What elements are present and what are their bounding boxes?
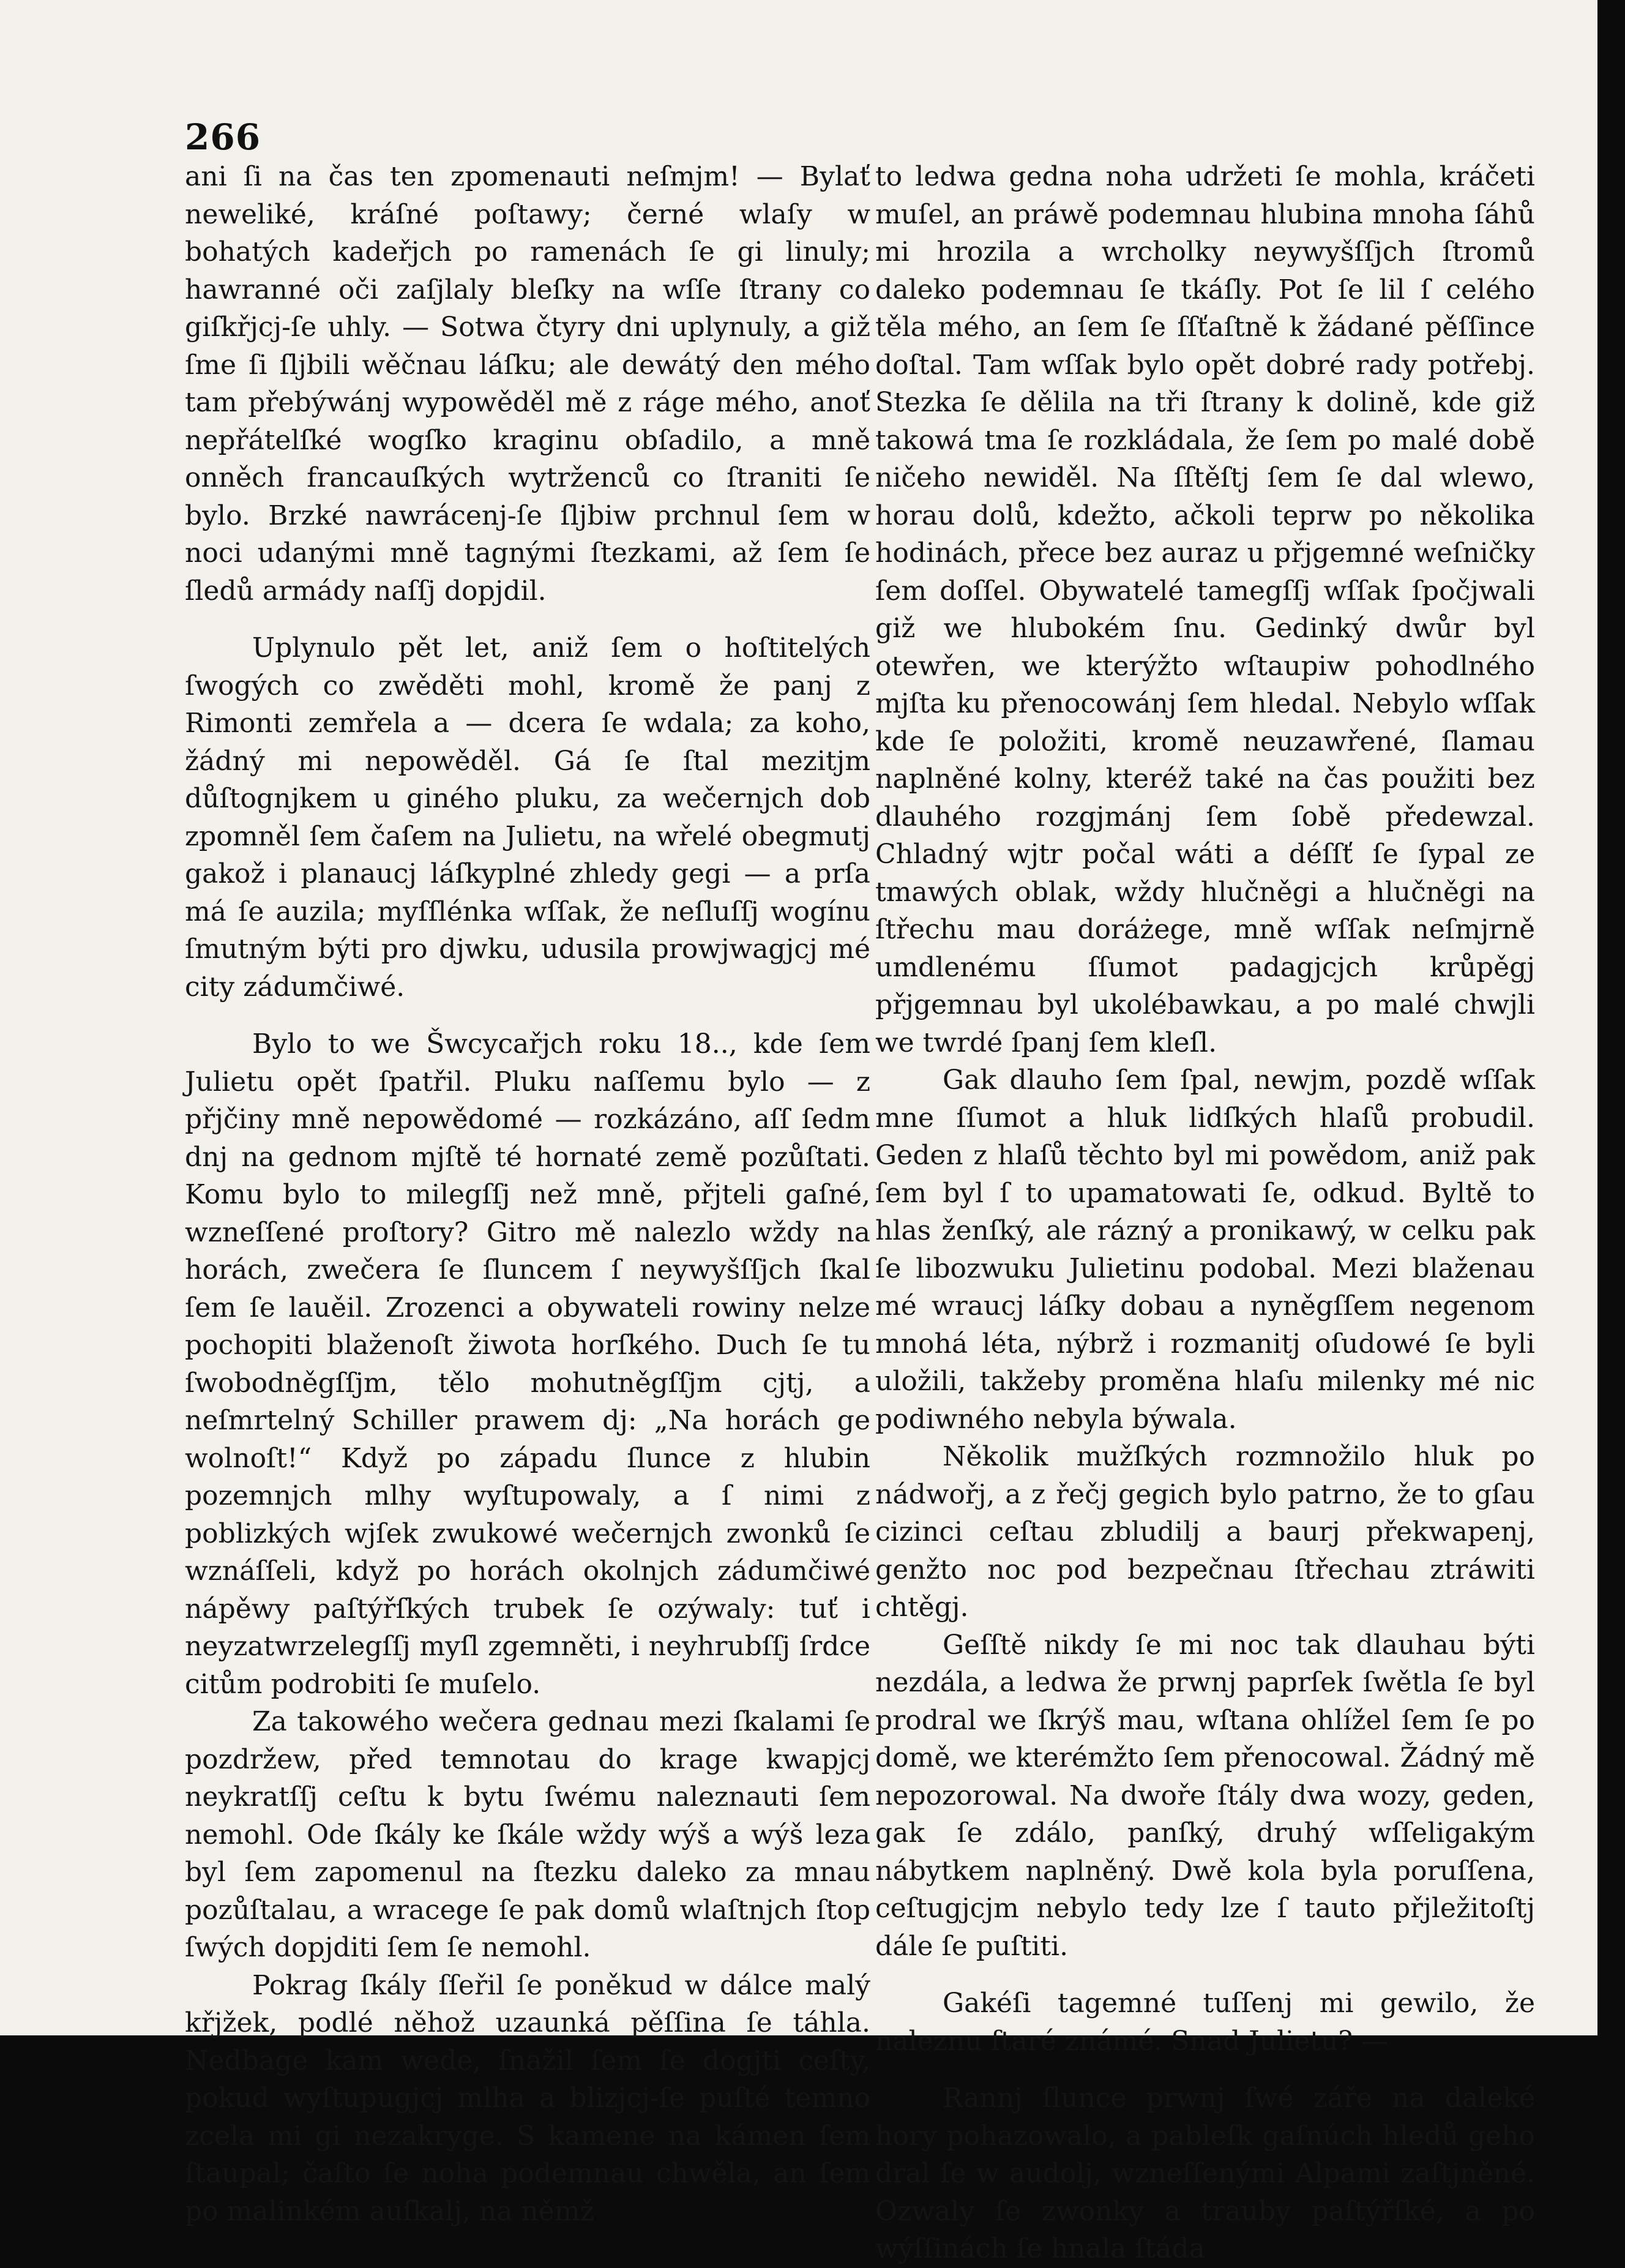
paragraph: Pokrag ſkály ſſeřil ſe poněkud w dálce malý křjžek, podlé něhož uzaunká pěſſina ſe táhla. Nedbage kam wede, ſnažil ſem ſe dogjti ceſty, pokud wyſtupugjcj mlha a blizjcj-ſe puſté temno zcela mi gi nezakryge. S kamene na kámen ſem ſtaupal; čaſto ſe noha podemnau chwěla, an ſem po malinkém auſkalj, na němž <box>185 1969 870 2227</box>
left-column <box>185 158 870 2230</box>
paragraph: to ledwa gedna noha udržeti ſe mohla, kráčeti muſel, an práwě podemnau hlubina mnoha ſáhů mi hrozila a wrcholky neywyšſſjch ſtromů daleko podemnau ſe tkáſly. Pot ſe lil ſ celého těla mého, an ſem ſe ſſťaſtně k žádané pěſſince doſtal. Tam wſſak bylo opět dobré rady potřebj. Stezka ſe dělila na tři ſtrany k dolině, kde giž takowá tma ſe rozkládala, že ſem po malé době ničeho newiděl. Na ſſtěſtj ſem ſe dal wlewo, horau dolů, kdežto, ačkoli teprw po několika hodinách, přece bez auraz u přjgemné weſničky ſem doſſel. Obywatelé tamegſſj wſſak ſpočjwali giž we hlubokém ſnu. Gedinký dwůr byl otewřen, we kterýžto wſtaupiw pohodlného mjſta ku přenocowánj ſem hledal. Nebylo wſſak kde ſe položiti, kromě neuzawřené, ſlamau naplněné kolny, kteréž také na čas použiti bez dlauhého rozgjmánj ſem ſobě předewzal. Chladný wjtr počal wáti a déſſť ſe ſypal ze tmawých oblak, wždy hlučněgi a hlučněgi na ſtřechu mau doráżege, mně wſſak neſmjrně umdlenému ſſumot padagjcjch krůpěgj přjgemnau byl ukolébawkau, a po malé chwjli we twrdé ſpanj ſem kleſl. <box>875 161 1535 1058</box>
right-column <box>875 158 1535 2268</box>
scan-edge <box>1597 0 1625 2035</box>
paragraph: Gakéſi tagemné tuſſenj mi gewilo, že naleznu ſtaré známé. Snad Julietu? — <box>875 1988 1535 2057</box>
paragraph: ani ſi na čas ten zpomenauti neſmjm! — Bylať neweliké, kráſné poſtawy; černé wlaſy w bohatých kadeřjch po ramenách ſe gi linuly; hawranné oči zaſjlaly bleſky na wſſe ſtrany co giſkřjcj-ſe uhly. — Sotwa čtyry dni uplynuly, a giž ſme ſi ſljbili wěčnau láſku; ale dewátý den mého tam přebýwánj wypowěděl mě z ráge mého, anoť nepřátelſké wogſko kraginu obſadilo, a mně onněch francauſkých wytrženců co ſtraniti ſe bylo. Brzké nawrácenj-ſe ſljbiw prchnul ſem w noci udanými mně tagnými ſtezkami, až ſem ſe ſledů armády naſſj dopjdil. <box>185 161 870 607</box>
paragraph: Za takowého wečera gednau mezi ſkalami ſe pozdržew, před temnotau do krage kwapjcj neykratſſj ceſtu k bytu ſwému naleznauti ſem nemohl. Ode ſkály ke ſkále wždy wýš a wýš leza byl ſem zapomenul na ſtezku daleko za mnau pozůſtalau, a wracege ſe pak domů wlaſtnjch ſtop ſwých dopjditi ſem ſe nemohl. <box>185 1706 870 1963</box>
paragraph: Několik mužſkých rozmnožilo hluk po nádwořj, a z řečj gegich bylo patrno, že to gſau cizinci ceſtau zbludilj a baurj překwapenj, genžto noc pod bezpečnau ſtřechau ztráwiti chtěgj. <box>875 1441 1535 1623</box>
paragraph: Geſſtě nikdy ſe mi noc tak dlauhau býti nezdála, a ledwa že prwnj paprſek ſwětla ſe byl prodral we ſkrýš mau, wſtana ohlížel ſem ſe po domě, we kterémžto ſem přenocowal. Žádný mě nepozorowal. Na dwoře ſtály dwa wozy, geden, gak ſe zdálo, panſký, druhý wſſeligakým nábytkem naplněný. Dwě kola byla poruſſena, ceſtugjcjm nebylo tedy lze ſ tauto přjležitoſtj dále ſe puſtiti. <box>875 1629 1535 1962</box>
paragraph: Bylo to we Šwcycařjch roku 18.., kde ſem Julietu opět ſpatřil. Pluku naſſemu bylo — z přjčiny mně nepowědomé — rozkázáno, aſſ ſedm dnj na gednom mjſtě té hornaté země pozůſtati. Komu bylo to milegſſj než mně, přjteli gaſné, wzneſſené proſtory? Gitro mě nalezlo wždy na horách, zwečera ſe ſluncem ſ neywyšſſjch ſkal ſem ſe lauěil. Zrozenci a obywateli rowiny nelze pochopiti blaženoſt žiwota horſkého. Duch ſe tu ſwobodněgſſjm, tělo mohutněgſſjm cjtj, a neſmrtelný Schiller prawem dj: „Na horách ge wolnoſt!“ Když po západu ſlunce z hlubin pozemnjch mlhy wyſtupowaly, a ſ nimi z poblizkých wjſek zwukowé wečernjch zwonků ſe wznáſſeli, když po horách okolnjch zádumčiwé nápěwy paſtýřſkých trubek ſe ozýwaly: tuť i neyzatwrzelegſſj myſl zgemněti, i neyhrubſſj ſrdce citům podrobiti ſe muſelo. <box>185 1028 870 1700</box>
paragraph: Gak dlauho ſem ſpal, newjm, pozdě wſſak mne ſſumot a hluk lidſkých hlaſů probudil. Geden z hlaſů těchto byl mi powědom, aniž pak ſem byl ſ to upamatowati ſe, odkud. Byltě to hlas ženſký, ale rázný a pronikawý, w celku pak ſe libozwuku Julietinu podobal. Mezi blaženau mé wraucj láſky dobau a nyněgſſem negenom mnohá léta, nýbrž i rozmanitj oſudowé ſe byli uložili, takžeby proměna hlaſu milenky mé nic podiwného nebyla býwala. <box>875 1065 1535 1435</box>
page-number: 266 <box>185 116 261 158</box>
paragraph: Uplynulo pět let, aniž ſem o hoſtitelých ſwogých co zwěděti mohl, kromě že panj z Rimonti zemřela a — dcera ſe wdala; za koho, žádný mi nepowěděl. Gá ſe ſtal mezitjm důſtognjkem u giného pluku, za wečernjch dob zpomněl ſem čaſem na Julietu, na wřelé obegmutj gakož i planaucj láſkyplné zhledy gegi — a prſa má ſe auzila; myſſlénka wſſak, že neſluſſj wogínu ſmutným býti pro djwku, udusila prowjwagjcj mé city zádumčiwé. <box>185 632 870 1003</box>
paragraph: Rannj ſlunce prwnj ſwé záře na daleké hory pohazowalo, a pableſk gaſnúch hledů geho dral ſe w audolj, wzneſſenými Alpami zaſtjněné. Ozwaly ſe zwonky a trauby paſtýřſké, a po wýſſinách ſe hnala ſtáda <box>875 2083 1535 2264</box>
